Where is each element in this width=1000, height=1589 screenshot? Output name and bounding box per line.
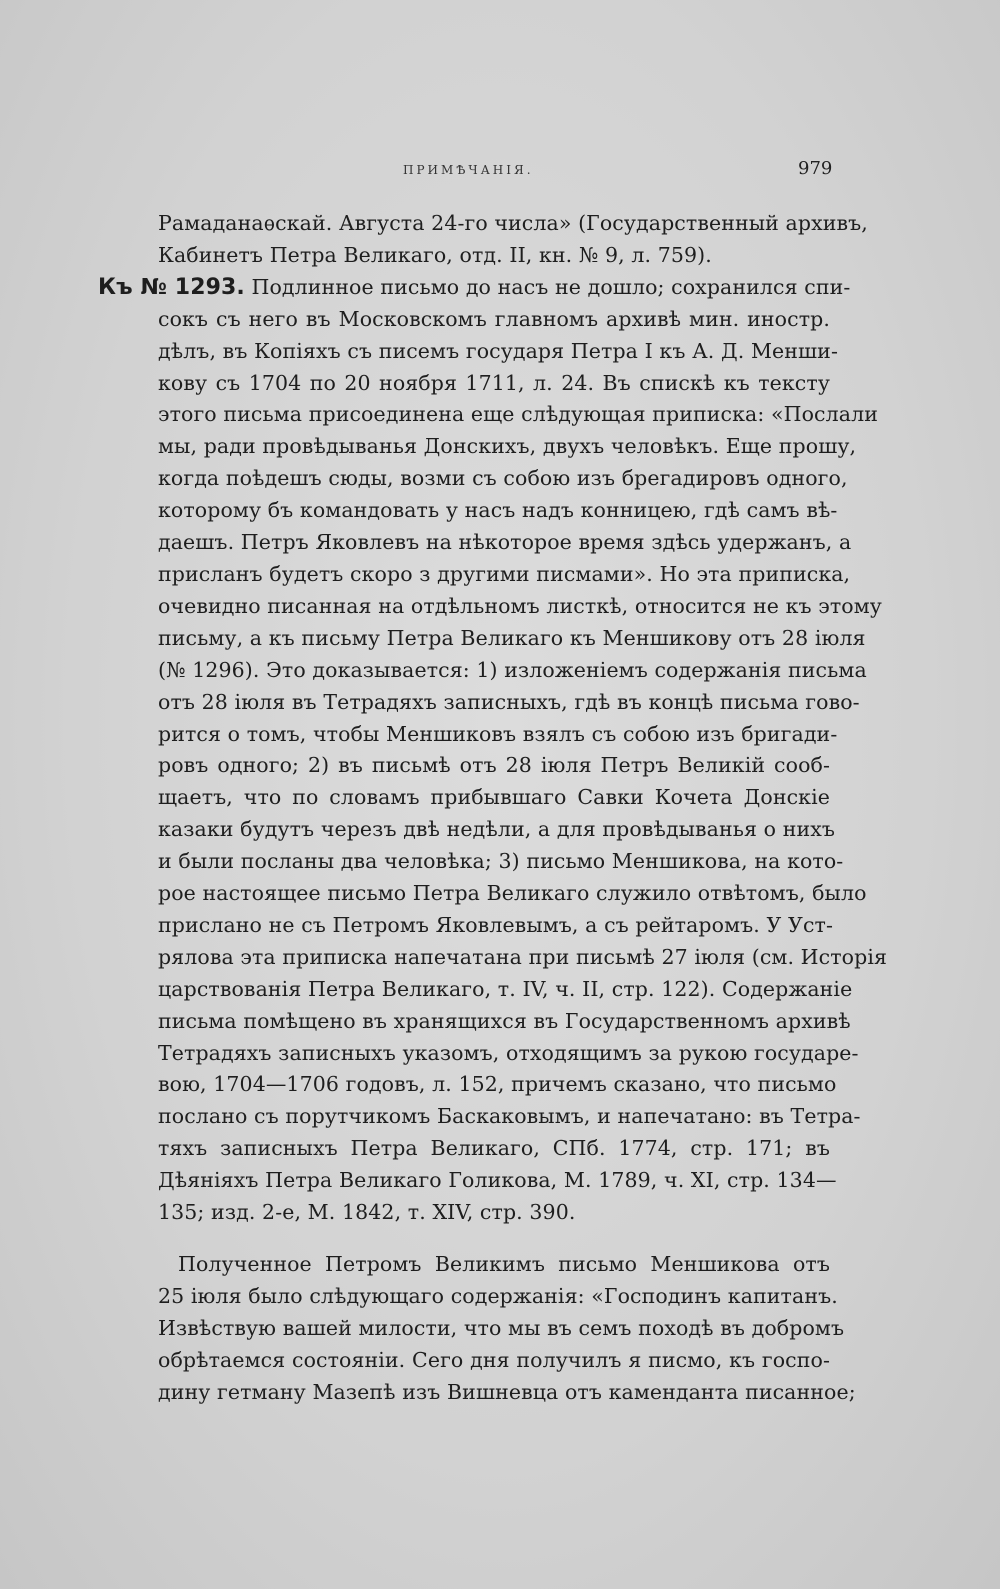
note-label: Къ № 1293. [98, 274, 245, 300]
text-line: рое настоящее письмо Петра Великаго служило отвѣтомъ, было [158, 881, 867, 906]
text-line: этого письма присоединена еще слѣдующая приписка: «Послали [158, 402, 878, 427]
text-line: 25 іюля было слѣдующаго содержанія: «Господинъ капитанъ. [158, 1283, 838, 1308]
text-line: казаки будутъ черезъ двѣ недѣли, а для провѣдыванья о нихъ [158, 817, 836, 842]
text-line: (№ 1296). Это доказывается: 1) изложеніемъ содержанія письма [158, 657, 867, 682]
text-line: Тетрадяхъ записныхъ указомъ, отходящимъ за рукою государе- [158, 1040, 859, 1065]
text-line: послано съ порутчикомъ Баскаковымъ, и напечатано: въ Тетра- [158, 1104, 861, 1129]
text-line: вою, 1704—1706 годовъ, л. 152, причемъ сказано, что письмо [158, 1072, 837, 1097]
text-line: дѣлъ, въ Копіяхъ съ писемъ государя Петра I къ А. Д. Менши- [158, 338, 838, 363]
text-line: Извѣствую вашей милости, что мы въ семъ походѣ въ добромъ [158, 1315, 845, 1340]
paragraph-gap [98, 1229, 830, 1249]
text-line: Подлинное письмо до насъ не дошло; сохранился спи- [244, 274, 851, 299]
text-line: царствованія Петра Великаго, т. IV, ч. II, стр. 122). Содержаніе [158, 976, 853, 1001]
text-line: кову съ 1704 по 20 ноября 1711, л. 24. Въ спискѣ къ тексту [158, 370, 830, 395]
text-line: которому бъ командовать у насъ надъ конницею, гдѣ самъ вѣ- [158, 498, 838, 523]
text-line: обрѣтаемся состояніи. Сего дня получилъ я писмо, къ госпо- [158, 1347, 830, 1372]
text-line: письму, а къ письму Петра Великаго къ Меншикову отъ 28 іюля [158, 625, 866, 650]
text-line: очевидно писанная на отдѣльномъ листкѣ, относится не къ этому [158, 593, 882, 618]
text-line: Рамаданаѳскай. Августа 24-го числа» (Государственный архивъ, [158, 211, 868, 235]
page-number: 979 [798, 158, 833, 179]
text-line: сокъ съ него въ Московскомъ главномъ архивѣ мин. иностр. [158, 306, 830, 331]
text-line: щаетъ, что по словамъ прибывшаго Савки Кочета Донскіе [158, 785, 830, 810]
text-line: рится о томъ, чтобы Меншиковъ взялъ съ собою изъ бригади- [158, 721, 838, 746]
text-line: мы, ради провѣдыванья Донскихъ, двухъ человѣкъ. Еще прошу, [158, 434, 857, 459]
text-line: присланъ будетъ скоро з другими писмами». Но эта приписка, [158, 561, 851, 586]
text-line: отъ 28 іюля въ Тетрадяхъ записныхъ, гдѣ въ концѣ письма гово- [158, 689, 860, 714]
text-line: когда поѣдешъ сюды, возми съ собою изъ брегадировъ одного, [158, 466, 848, 491]
text-line: письма помѣщено въ хранящихся въ Государственномъ архивѣ [158, 1008, 851, 1033]
text-line: прислано не съ Петромъ Яковлевымъ, а съ рейтаромъ. У Уст- [158, 912, 833, 937]
text-line: тяхъ записныхъ Петра Великаго, СПб. 1774, стр. 171; въ [158, 1136, 830, 1161]
note-first-line [98, 272, 851, 304]
text-line: дину гетману Мазепѣ изъ Вишневца отъ камендантa писанное; [158, 1379, 856, 1404]
text-line: и были посланы два человѣка; 3) письмо Меншикова, на кото- [158, 849, 844, 874]
body-text [98, 208, 888, 1409]
text-line: Кабинетъ Петра Великаго, отд. II, кн. № 9, л. 759). [158, 242, 712, 267]
text-line: Полученное Петромъ Великимъ письмо Меншикова отъ [178, 1252, 830, 1276]
text-line: ровъ одного; 2) въ письмѣ отъ 28 іюля Петръ Великій сооб- [158, 753, 830, 778]
text-line: Дѣяніяхъ Петра Великаго Голикова, М. 1789, ч. XI, стр. 134— [158, 1168, 837, 1193]
text-line: даешъ. Петръ Яковлевъ на нѣкоторое время здѣсь удержанъ, а [158, 530, 852, 555]
running-head: ПРИМѢЧАНІЯ. [403, 163, 534, 177]
text-line: рялова эта приписка напечатана при письмѣ 27 іюля (см. Исторія [158, 944, 888, 969]
text-line: 135; изд. 2-е, М. 1842, т. XIV, стр. 390. [158, 1200, 576, 1225]
